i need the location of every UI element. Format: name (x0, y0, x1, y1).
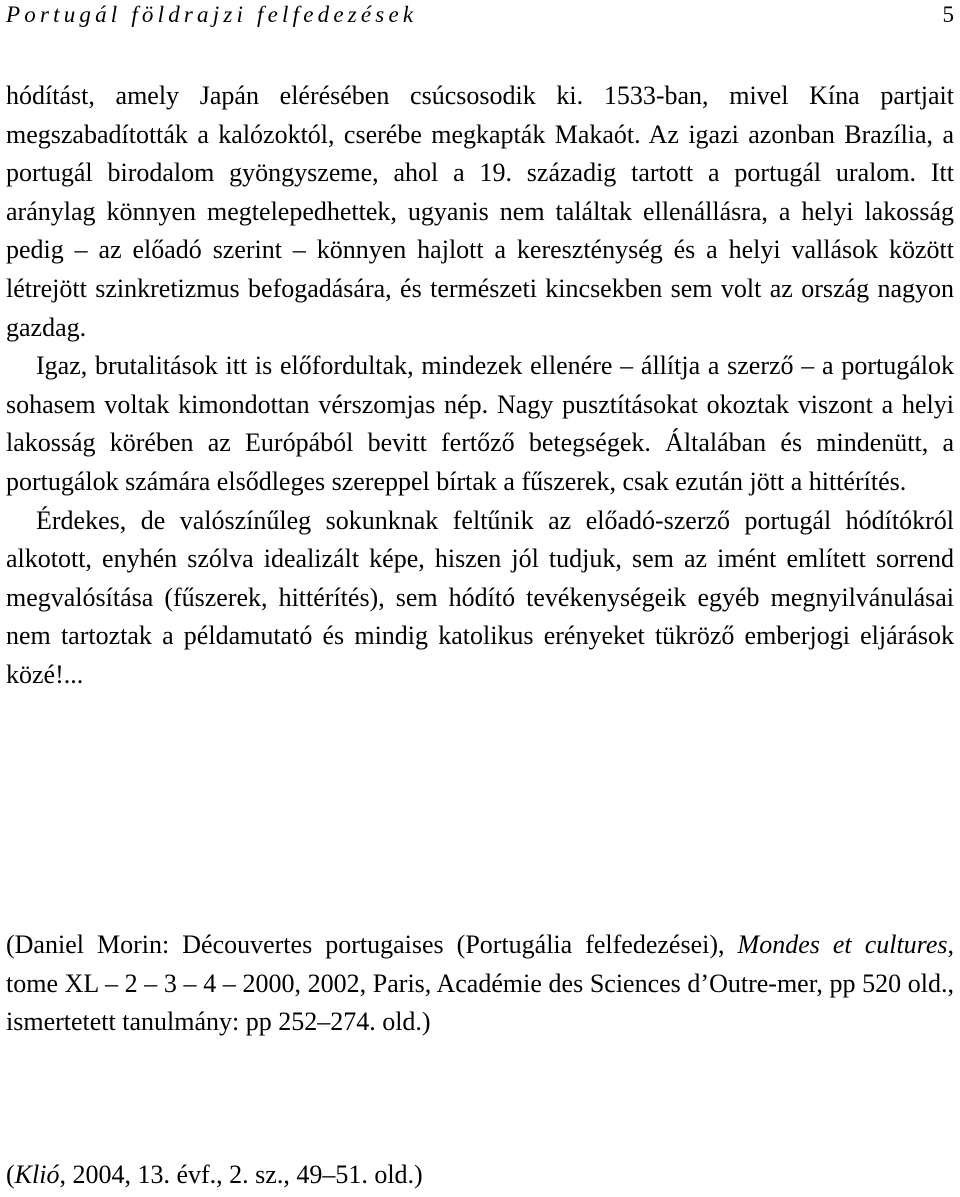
source-reference (6, 1158, 954, 1192)
source-details: , 2004, 13. évf., 2. sz., 49–51. old.) (59, 1160, 423, 1189)
paragraph: hódítást, amely Japán elérésében csúcsosodik ki. 1533-ban, mivel Kína partjait megszabadították a kalózoktól, cserébe megkapták Makaót. Az igazi azonban Brazília, a portugál birodalom gyöngyszeme, ahol a 19. századig tartott a portugál uralom. Itt aránylag könnyen megtelepedhettek, ugyanis nem találtak ellenállásra, a helyi lakosság pedig – az előadó szerint – könnyen hajlott a kereszténység és a helyi vallások között létrejött szinkretizmus befogadására, és természeti kincsekben sem volt az ország nagyon gazdag. (6, 81, 954, 342)
paragraph: Igaz, brutalitások itt is előfordultak, mindezek ellenére – állítja a szerző – a portugálok sohasem voltak kimondottan vérszomjas nép. Nagy pusztításokat okoztak viszont a helyi lakosság körében az Európából bevitt fertőző betegségek. Általában és mindenütt, a portugálok számára elsődleges szereppel bírtak a fűszerek, csak ezután jött a hittérítés. (6, 351, 954, 496)
citation-prefix: (Daniel Morin: Découvertes portugaises (Portugália felfedezései), (6, 930, 738, 959)
bibliographic-citation (6, 926, 954, 1042)
running-header (6, 2, 954, 28)
paragraph: Érdekes, de valószínűleg sokunknak feltűnik az előadó-szerző portugál hódítókról alkotott, enyhén szólva idealizált képe, hiszen jól tudjuk, sem az imént említett sorrend megvalósítása (fűszerek, hittérítés), sem hódító tevékenységeik egyéb megnyilvánulásai nem tartoztak a példamutató és mindig katolikus erényeket tükröző emberjogi eljárások közé!... (6, 505, 954, 689)
source-journal-title: Klió (14, 1160, 60, 1189)
citation-details: , tome XL – 2 – 3 – 4 – 2000, 2002, Paris, Académie des Sciences d’Outre-mer, pp 520 old., ismertetett tanulmány: pp 252–274. old.) (6, 930, 954, 1037)
running-title: Portugál földrajzi felfedezések (6, 2, 418, 27)
source-open-paren: ( (6, 1160, 15, 1189)
page-number: 5 (942, 2, 954, 27)
citation-journal-title: Mondes et cultures (737, 930, 948, 959)
body-text (6, 77, 954, 695)
